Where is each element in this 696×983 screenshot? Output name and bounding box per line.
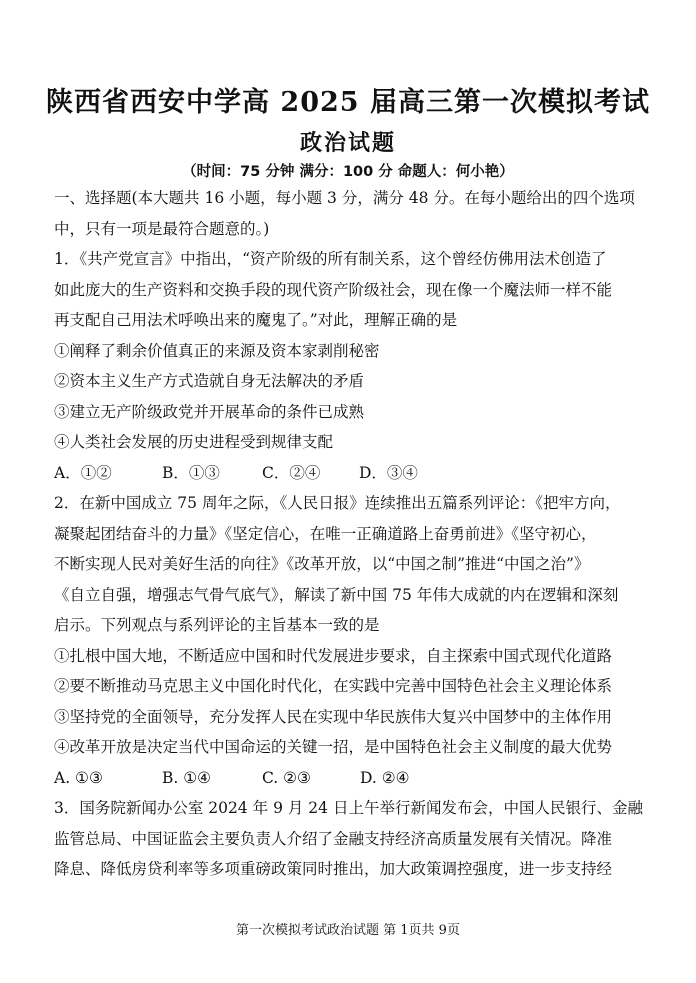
q2-stem-line: 启示。下列观点与系列评论的主旨基本一致的是	[54, 616, 380, 634]
q1-option-b: B．①③	[162, 463, 220, 482]
q2-option-b: B. ①④	[162, 768, 212, 787]
section-instructions-line: 中，只有一项是最符合题意的。)	[54, 219, 270, 238]
q3-stem-line: 3．国务院新闻办公室 2024 年 9 月 24 日上午举行新闻发布会，中国人民银行、金融	[54, 799, 643, 817]
q1-item: ②资本主义生产方式造就自身无法解决的矛盾	[54, 372, 365, 390]
q1-stem-line: 再支配自己用法术呼唤出来的魔鬼了。”对此，理解正确的是	[54, 311, 458, 329]
q2-option-d: D. ②④	[360, 768, 410, 787]
q2-item: ④改革开放是决定当代中国命运的关键一招，是中国特色社会主义制度的最大优势	[54, 738, 613, 756]
q3-stem-line: 监管总局、中国证监会主要负责人介绍了金融支持经济高质量发展有关情况。降准	[54, 829, 613, 848]
q2-stem-line: 不断实现人民对美好生活的向往》《改革开放，以“中国之制”推进“中国之治”》	[54, 555, 590, 573]
q1-item: ④人类社会发展的历史进程受到规律支配	[54, 433, 334, 451]
q2-option-a: A. ①③	[54, 768, 103, 787]
exam-body	[54, 183, 660, 885]
q1-item: ①阐释了剩余价值真正的来源及资本家剥削秘密	[54, 341, 380, 360]
q2-option-c: C. ②③	[262, 768, 311, 787]
q2-options	[54, 763, 660, 794]
q2-stem-line: 2．在新中国成立 75 周年之际，《人民日报》连续推出五篇系列评论：《把牢方向，	[54, 494, 621, 512]
exam-meta: （时间：75 分钟 满分：100 分 命题人：何小艳）	[182, 164, 514, 180]
q1-option-a: A．①②	[54, 463, 112, 482]
section-instructions-line: 一、选择题(本大题共 16 小题，每小题 3 分，满分 48 分。在每小题给出的四个选项	[54, 189, 635, 207]
q2-stem-line: 《自立自强，增强志气骨气底气》，解读了新中国 75 年伟大成就的内在逻辑和深刻	[54, 585, 619, 604]
q2-item: ②要不断推动马克思主义中国化时代化，在实践中完善中国特色社会主义理论体系	[54, 677, 613, 695]
page-title: 陕西省西安中学高 2025 届高三第一次模拟考试	[46, 87, 650, 118]
q2-stem-line: 凝聚起团结奋斗的力量》《坚定信心，在唯一正确道路上奋勇前进》《坚守初心，	[54, 524, 597, 543]
q1-options	[54, 458, 660, 489]
q1-option-c: C．②④	[262, 463, 321, 482]
q2-item: ①扎根中国大地，不断适应中国和时代发展进步要求，自主探索中国式现代化道路	[54, 646, 613, 665]
q1-item: ③建立无产阶级政党并开展革命的条件已成熟	[54, 402, 365, 421]
q1-stem-line: 1．《共产党宣言》中指出，“资产阶级的所有制关系，这个曾经仿佛用法术创造了	[54, 250, 607, 268]
page-footer: 第一次模拟考试政治试题 第 1页共 9页	[236, 923, 460, 938]
q1-option-d: D．③④	[359, 463, 418, 482]
q3-stem-line: 降息、降低房贷利率等多项重磅政策同时推出，加大政策调控强度，进一步支持经	[54, 860, 613, 878]
q1-stem-line: 如此庞大的生产资料和交换手段的现代资产阶级社会，现在像一个魔法师一样不能	[54, 280, 613, 299]
q2-item: ③坚持党的全面领导，充分发挥人民在实现中华民族伟大复兴中国梦中的主体作用	[54, 707, 613, 726]
page-subtitle: 政治试题	[299, 130, 396, 156]
